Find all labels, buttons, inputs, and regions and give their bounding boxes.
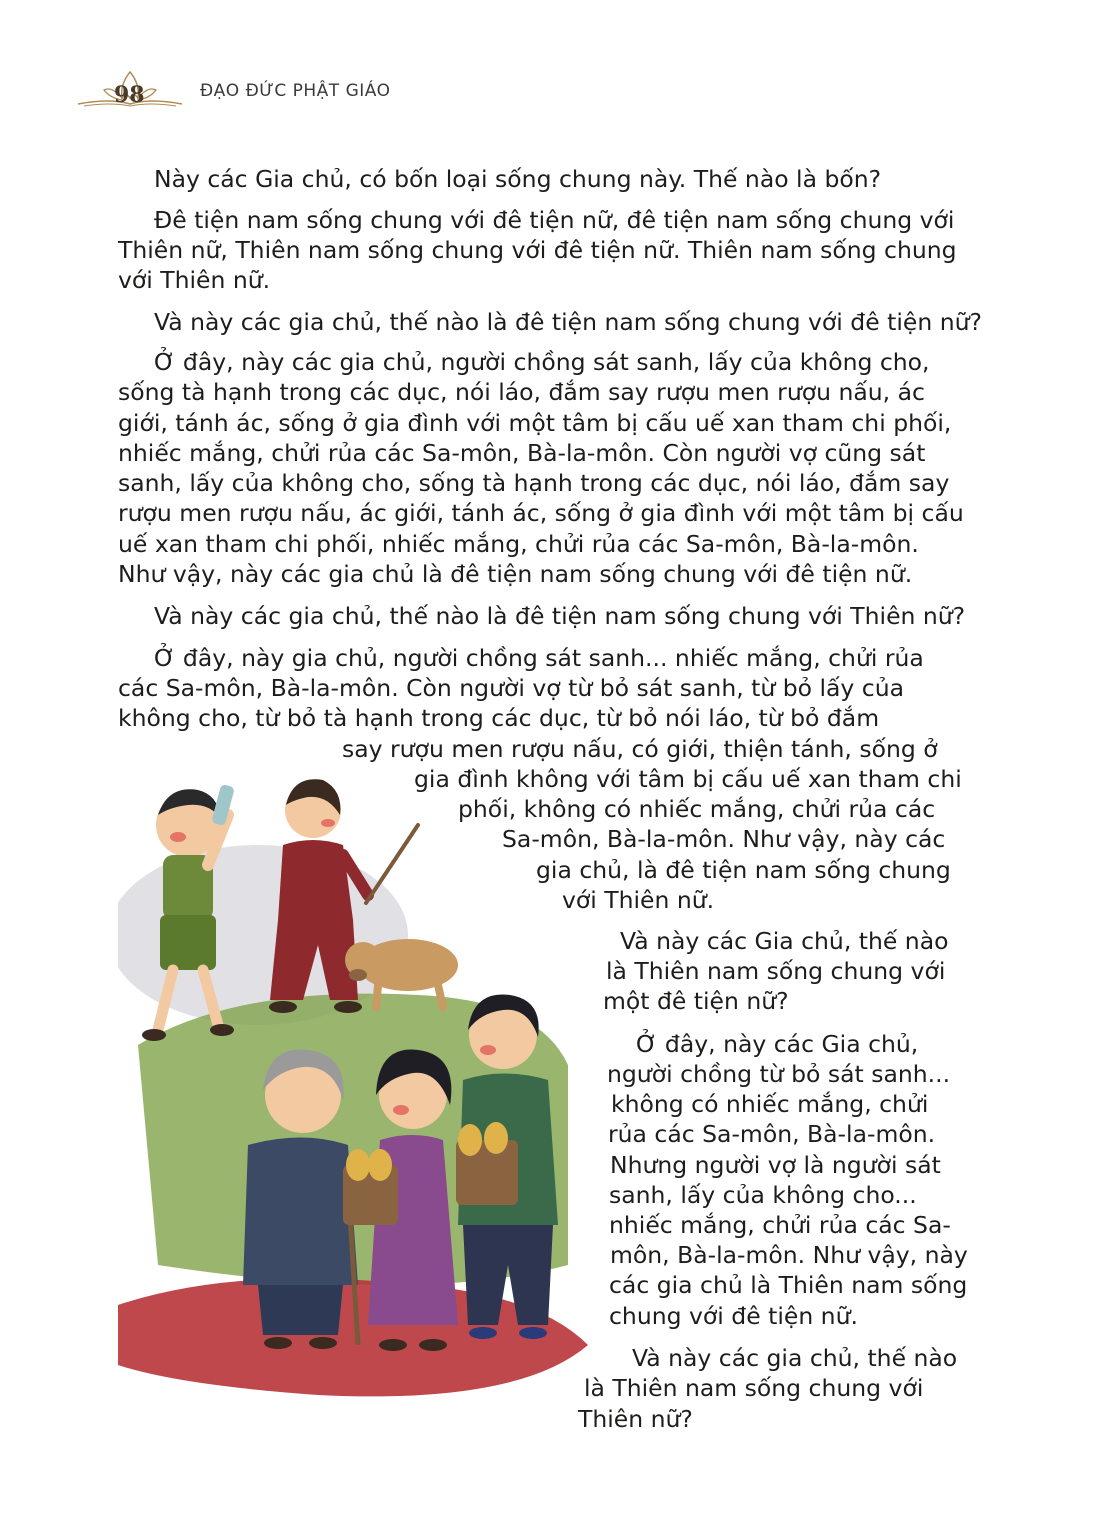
paragraph-line: Nhưng người vợ là người sát <box>610 1151 941 1179</box>
paragraph-line: Ở đây, này các gia chủ, người chồng sát sanh, lấy của không cho, <box>154 348 930 376</box>
paragraph-line: Ở đây, này các Gia chủ, <box>636 1030 919 1058</box>
paragraph-line: nhiếc mắng, chửi rủa các Sa- <box>609 1211 951 1239</box>
paragraph-line: chung với đê tiện nữ. <box>609 1302 858 1330</box>
page-header <box>70 68 470 112</box>
paragraph-line: với Thiên nữ. <box>562 886 715 914</box>
paragraph-line: rủa các Sa-môn, Bà-la-môn. <box>608 1120 936 1148</box>
paragraph-line: Và này các gia chủ, thế nào <box>632 1344 958 1372</box>
paragraph-line: gia đình không với tâm bị cấu uế xan tham chi <box>414 765 962 793</box>
paragraph-line: gia chủ, là đê tiện nam sống chung <box>536 856 951 884</box>
paragraph-line: Sa-môn, Bà-la-môn. Như vậy, này các <box>502 825 946 853</box>
story-illustration <box>118 745 598 1425</box>
paragraph-line: là Thiên nam sống chung với <box>584 1374 924 1402</box>
paragraph-line: các Sa-môn, Bà-la-môn. Còn người vợ từ bỏ sát sanh, từ bỏ lấy của <box>118 674 905 702</box>
running-header-title: ĐẠO ĐỨC PHẬT GIÁO <box>200 81 391 101</box>
paragraph-line: các gia chủ là Thiên nam sống <box>609 1271 968 1299</box>
paragraph-line: môn, Bà-la-môn. Như vậy, này <box>610 1241 968 1269</box>
paragraph-line: sanh, lấy của không cho... <box>609 1181 917 1209</box>
paragraph-line: giới, tánh ác, sống ở gia đình với một tâm bị cấu uế xan tham chi phối, <box>118 409 952 437</box>
paragraph-line: là Thiên nam sống chung với <box>606 957 946 985</box>
paragraph-line: Ở đây, này gia chủ, người chồng sát sanh... nhiếc mắng, chửi rủa <box>154 644 924 672</box>
paragraph-intro: Này các Gia chủ, có bốn loại sống chung này. Thế nào là bốn? <box>154 165 882 193</box>
paragraph-line: Như vậy, này các gia chủ là đê tiện nam sống chung với đê tiện nữ. <box>118 560 913 588</box>
paragraph-line: say rượu men rượu nấu, có giới, thiện tánh, sống ở <box>342 735 938 763</box>
paragraph-line: Đê tiện nam sống chung với đê tiện nữ, đê tiện nam sống chung với <box>154 206 955 234</box>
paragraph-line: người chồng từ bỏ sát sanh... <box>607 1060 951 1088</box>
paragraph-line: sống tà hạnh trong các dục, nói láo, đắm say rượu men rượu nấu, ác <box>118 378 925 406</box>
paragraph-line: nhiếc mắng, chửi rủa các Sa-môn, Bà-la-môn. Còn người vợ cũng sát <box>118 439 926 467</box>
paragraph-line: không cho, từ bỏ tà hạnh trong các dục, từ bỏ nói láo, từ bỏ đắm <box>118 704 880 732</box>
paragraph-line: phối, không có nhiếc mắng, chửi rủa các <box>458 795 936 823</box>
paragraph-line: uế xan tham chi phối, nhiếc mắng, chửi rủa các Sa-môn, Bà-la-môn. <box>118 530 919 558</box>
paragraph-question: Và này các gia chủ, thế nào là đê tiện nam sống chung với đê tiện nữ? <box>154 308 982 336</box>
paragraph-line: Và này các Gia chủ, thế nào <box>620 927 949 955</box>
paragraph-line: sanh, lấy của không cho, sống tà hạnh trong các dục, nói láo, đắm say <box>118 469 950 497</box>
page-number: 98 <box>114 82 145 108</box>
paragraph-question: Và này các gia chủ, thế nào là đê tiện nam sống chung với Thiên nữ? <box>154 602 966 630</box>
paragraph-line: Thiên nữ, Thiên nam sống chung với đê tiện nữ. Thiên nam sống chung <box>118 236 957 264</box>
paragraph-line: không có nhiếc mắng, chửi <box>611 1090 929 1118</box>
paragraph-line: một đê tiện nữ? <box>603 987 789 1015</box>
paragraph-line: rượu men rượu nấu, ác giới, tánh ác, sống ở gia đình với một tâm bị cấu <box>118 499 964 527</box>
paragraph-line: Thiên nữ? <box>578 1405 693 1433</box>
paragraph-line: với Thiên nữ. <box>118 266 271 294</box>
